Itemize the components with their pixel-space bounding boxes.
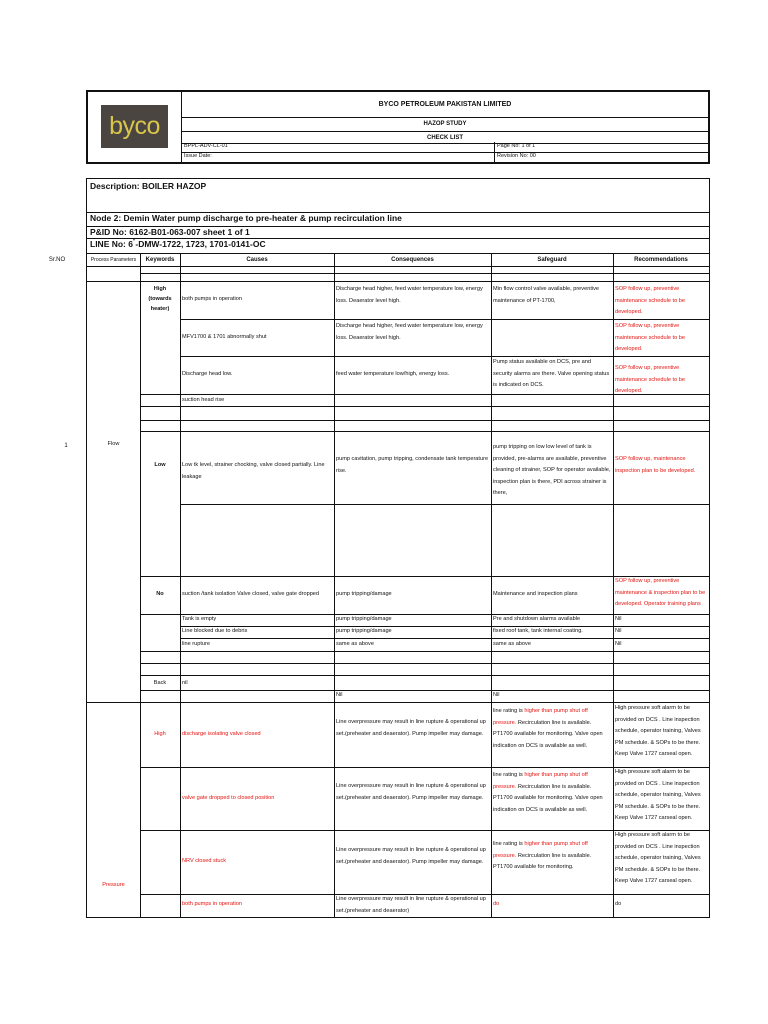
recommendation-row: SOP follow up, preventive maintenance schedule to be developed. xyxy=(615,286,685,315)
safeguard-row: Maintenance and inspection plans xyxy=(493,591,578,597)
issue-row xyxy=(182,152,708,162)
cause-row: suction head rise xyxy=(182,397,225,403)
consequence-row: pump tripping/damage xyxy=(336,591,392,597)
consequence-row: pump tripping/damage xyxy=(336,628,392,634)
recommendation-row: Nil xyxy=(615,616,622,622)
page-number: Page No: 1 of 1 xyxy=(497,143,536,149)
recommendation-row: SOP follow up, preventive maintenance schedule to be developed. xyxy=(615,323,685,352)
safeguard-text: line rating is xyxy=(493,772,525,778)
safeguard-row xyxy=(493,839,611,874)
consequence-row: Discharge head higher, feed water temperature low, energy loss. Deaerator level high. xyxy=(336,286,483,304)
kw-high: High (towards heater) xyxy=(148,286,172,312)
node-title: Node 2: Demin Water pump discharge to pre-heater & pump recirculation line xyxy=(86,212,710,226)
document-header xyxy=(86,90,710,164)
safeguard-row: Pump status available on DCS, pre and security alarms are there. Valve opening status is indicated on DCS. xyxy=(493,359,610,388)
safeguard-text: line rating is xyxy=(493,841,525,847)
consequence-row: feed water temperature low/high, energy loss. xyxy=(336,371,450,377)
consequence-row: pump cavitation, pump tripping, condensate tank temperature rise. xyxy=(336,456,489,474)
kw-back: Back xyxy=(153,680,167,686)
safeguard-highlight: higher than pump shut off pressure. xyxy=(493,841,588,859)
safeguard-row: Pre and shutdown alarms available xyxy=(493,616,581,622)
param-flow: Flow xyxy=(107,441,120,447)
kw-low: Low xyxy=(154,462,166,468)
consequence-row: same as above xyxy=(336,641,374,647)
safeguard-text: Recirculation line is available. PT1700 available for monitoring. xyxy=(493,852,592,870)
consequence-row: pump tripping/damage xyxy=(336,616,392,622)
cause-row: both pumps in operation xyxy=(182,901,243,907)
issue-date: Issue Date: xyxy=(184,153,212,159)
cause-row: suction /tank isolation Valve closed, valve gate dropped xyxy=(182,591,320,597)
safeguard-row xyxy=(493,770,611,816)
safeguard-row: Nil xyxy=(493,692,500,698)
cause-row: Low tk level, strainer chocking, valve closed partially. Line leakage xyxy=(182,462,325,480)
cause-row: MFV1700 & 1701 abnormally shut xyxy=(182,334,267,340)
kw-no: No xyxy=(156,591,164,597)
checklist-title: CHECK LIST xyxy=(182,131,708,144)
consequence-row: Line overpressure may result in line rupture & operational up set.(preheater and deaerator) xyxy=(336,896,486,914)
company-name: BYCO PETROLEUM PAKISTAN LIMITED xyxy=(182,92,708,118)
cause-row: line rupture xyxy=(182,641,210,647)
recommendation-row: SOP follow up, preventive maintenance schedule to be developed. xyxy=(615,365,685,394)
param-pressure: Pressure xyxy=(102,882,125,888)
header-info xyxy=(182,92,708,162)
safeguard-text: line rating is xyxy=(493,708,525,714)
study-title: HAZOP STUDY xyxy=(423,121,467,127)
cause-row: both pumps in operation xyxy=(182,296,243,302)
consequence-row: Line overpressure may result in line rupture & operational up set.(preheater and deaerator). Pump impeller may damage. xyxy=(336,783,486,801)
col-recommendations: Recommendations xyxy=(613,254,709,267)
srno-label: Sr.NO xyxy=(48,257,66,263)
col-keywords: Keywords xyxy=(140,254,180,267)
byco-logo: byco xyxy=(101,105,168,148)
safeguard-highlight: higher than pump shut off pressure. xyxy=(493,708,588,726)
safeguard-row xyxy=(493,706,611,752)
line-number-inch: " xyxy=(132,239,136,246)
cause-row: discharge isolating valve closed xyxy=(182,731,261,737)
cause-row: NRV closed stuck xyxy=(182,858,227,864)
pid-number: P&ID No: 6162-B01-063-007 sheet 1 of 1 xyxy=(86,226,710,238)
srno-value: 1 xyxy=(64,443,68,449)
col-consequences: Consequences xyxy=(334,254,491,267)
recommendation-row: do xyxy=(615,901,622,907)
safeguard-row: same as above xyxy=(493,641,531,647)
safeguard-row: pump tripping on low low level of tank is provided, pre-alarms are available, preventive cleaning of strainer, SOP for operator available, inspection plan is there, PDI across strainer is there, xyxy=(493,444,611,496)
hazop-table xyxy=(86,253,710,918)
safeguard-row: Min flow control valve available, preventive maintenance of PT-1700, xyxy=(493,286,600,304)
doc-number: BPPL-ADV-CL-01 xyxy=(184,143,228,149)
kw-high-pressure: High xyxy=(154,731,166,737)
cause-row: valve gate dropped to closed position xyxy=(182,795,275,801)
line-number-suffix: -DMW-1722, 1723, 1701-0141-OC xyxy=(135,239,266,249)
recommendation-row: High pressure soft alarm to be provided on DCS . Line inspection schedule, operator training, Valves PM schedule. & SOPs to be there. Keep Valve 1727 carseal open. xyxy=(615,705,701,757)
consequence-row: Nil xyxy=(336,692,343,698)
cause-row: Discharge head low. xyxy=(182,371,233,377)
safeguard-row: fixed roof tank, tank internal coating. xyxy=(493,628,583,634)
recommendation-row: SOP follow up, maintenance inspection plan to be developed. xyxy=(615,456,696,474)
description: Description: BOILER HAZOP xyxy=(86,178,710,212)
line-number-prefix: LINE No: 6 xyxy=(90,239,133,249)
revision-number: Revision No: 00 xyxy=(497,153,536,159)
recommendation-row: Nil xyxy=(615,641,622,647)
recommendation-row: High pressure soft alarm to be provided on DCS . Line inspection schedule, operator training, Valves PM schedule. & SOPs to be there. Keep Valve 1727 carseal open. xyxy=(615,769,701,821)
line-number xyxy=(86,238,710,253)
recommendation-row: Nil xyxy=(615,628,622,634)
cause-row: nil xyxy=(182,680,188,686)
consequence-row: Line overpressure may result in line rupture & operational up set.(preheater and deaerator). Pump impeller may damage. xyxy=(336,719,486,737)
consequence-row: Line overpressure may result in line rupture & operational up set.(preheater and deaerator). Pump impeller may damage. xyxy=(336,847,486,865)
consequence-row: Discharge head higher, feed water temperature low, energy loss. Deaerator level high. xyxy=(336,323,483,341)
col-causes: Causes xyxy=(180,254,334,267)
safeguard-text: Recirculation line is available. PT1700 available for monitoring. Valve open indication on DCS is available as well. xyxy=(493,783,603,813)
safeguard-text: Recirculation line is available. PT1700 available for monitoring. Valve open indication on DCS is available as well. xyxy=(493,719,603,749)
safeguard-highlight: higher than pump shut off pressure. xyxy=(493,772,588,790)
recommendation-row: SOP follow up, preventive maintenance & inspection plan to be developed. Operator training plans xyxy=(615,578,706,607)
cause-row: Line blocked due to debris xyxy=(182,628,248,634)
safeguard-row: do xyxy=(493,901,500,907)
col-safeguard: Safeguard xyxy=(491,254,613,267)
col-process-parameters: Process Parameters xyxy=(87,254,140,267)
logo-cell xyxy=(88,92,182,162)
recommendation-row: High pressure soft alarm to be provided on DCS . Line inspection schedule, operator training, Valves PM schedule. & SOPs to be there. Keep Valve 1727 carseal open. xyxy=(615,832,701,884)
cause-row: Tank is empty xyxy=(182,616,217,622)
